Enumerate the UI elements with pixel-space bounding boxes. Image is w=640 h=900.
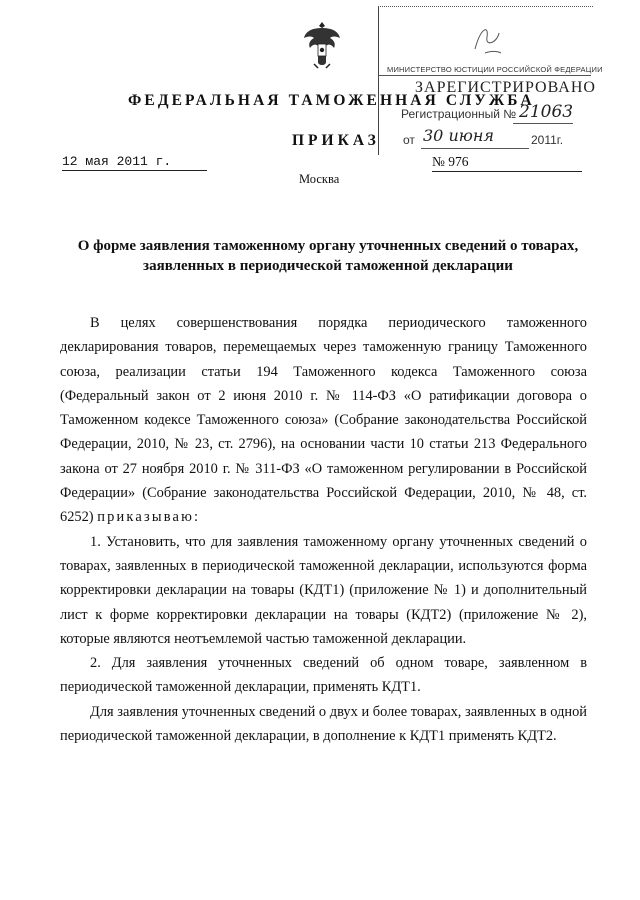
stamp-reg-number: 21063: [519, 102, 574, 122]
coat-of-arms-emblem: [300, 18, 344, 70]
document-body: [60, 311, 587, 748]
paragraph-item-1: 1. Установить, что для заявления таможенному органу уточненных сведений о товарах, заявленных в периодической таможенной декларации, используются форма корректировки декларации на товары (КДТ1) (приложение № 1) и дополнительный лист к форме корректировки декларации на товары (КДТ2) (приложение № 2), которые являются неотъемлемой частью таможенной декларации.: [60, 533, 587, 647]
paragraph-item-2: 2. Для заявления уточненных сведений об одном товаре, заявленном в периодической таможенной декларации, применять КДТ1.: [60, 655, 587, 696]
organization-name: ФЕДЕРАЛЬНАЯ ТАМОЖЕННАЯ СЛУЖБА: [128, 92, 535, 109]
preamble-text: В целях совершенствования порядка периодического таможенного декларирования товаров, перемещаемых через таможенную границу Таможенного союза, реализации статьи 194 Таможенного кодекса Таможенного союза (Федеральный закон от 2 июня 2010 г. № 114-ФЗ «О ратификации договора о Таможенном кодексе Таможенного союза» (Собрание законодательства Российской Федерации, 2010, № 23, ст. 2796), на основании части 10 статьи 213 Федерального закона от 27 ноября 2010 г. № 311-ФЗ «О таможенном регулировании в Российской Федерации» (Собрание законодательства Российской Федерации, 2010, № 48, ст. 6252): [60, 315, 587, 526]
stamp-reg-year: 2011г.: [531, 133, 564, 147]
stamp-registered-text: ЗАРЕГИСТРИРОВАНО: [415, 79, 596, 96]
stamp-divider: [379, 75, 591, 76]
city: Москва: [299, 172, 340, 186]
document-type: ПРИКАЗ: [292, 132, 380, 149]
stamp-from-label: от: [403, 133, 415, 147]
order-date: 12 мая 2011 г.: [62, 154, 207, 171]
stamp-ministry-text: МИНИСТЕРСТВО ЮСТИЦИИ РОССИЙСКОЙ ФЕДЕРАЦИИ: [387, 65, 603, 74]
stamp-reg-number-line: [513, 123, 573, 124]
paragraph-item-2-continued: Для заявления уточненных сведений о двух и более товарах, заявленных в одной периодической таможенной декларации, в дополнение к КДТ1 применять КДТ2.: [60, 703, 587, 745]
order-number: № 976: [432, 154, 582, 172]
stamp-signature-mark: [467, 19, 507, 59]
stamp-reg-date-line: [421, 148, 529, 149]
stamp-reg-date: 30 июня: [423, 126, 494, 145]
registration-stamp: [378, 6, 603, 155]
stamp-reg-number-label: Регистрационный №: [401, 107, 517, 121]
order-word: приказываю:: [97, 509, 201, 526]
paragraph-preamble: [60, 311, 587, 530]
document-title: О форме заявления таможенному органу уточненных сведений о товарах, заявленных в периодической таможенной декларации: [77, 238, 579, 274]
